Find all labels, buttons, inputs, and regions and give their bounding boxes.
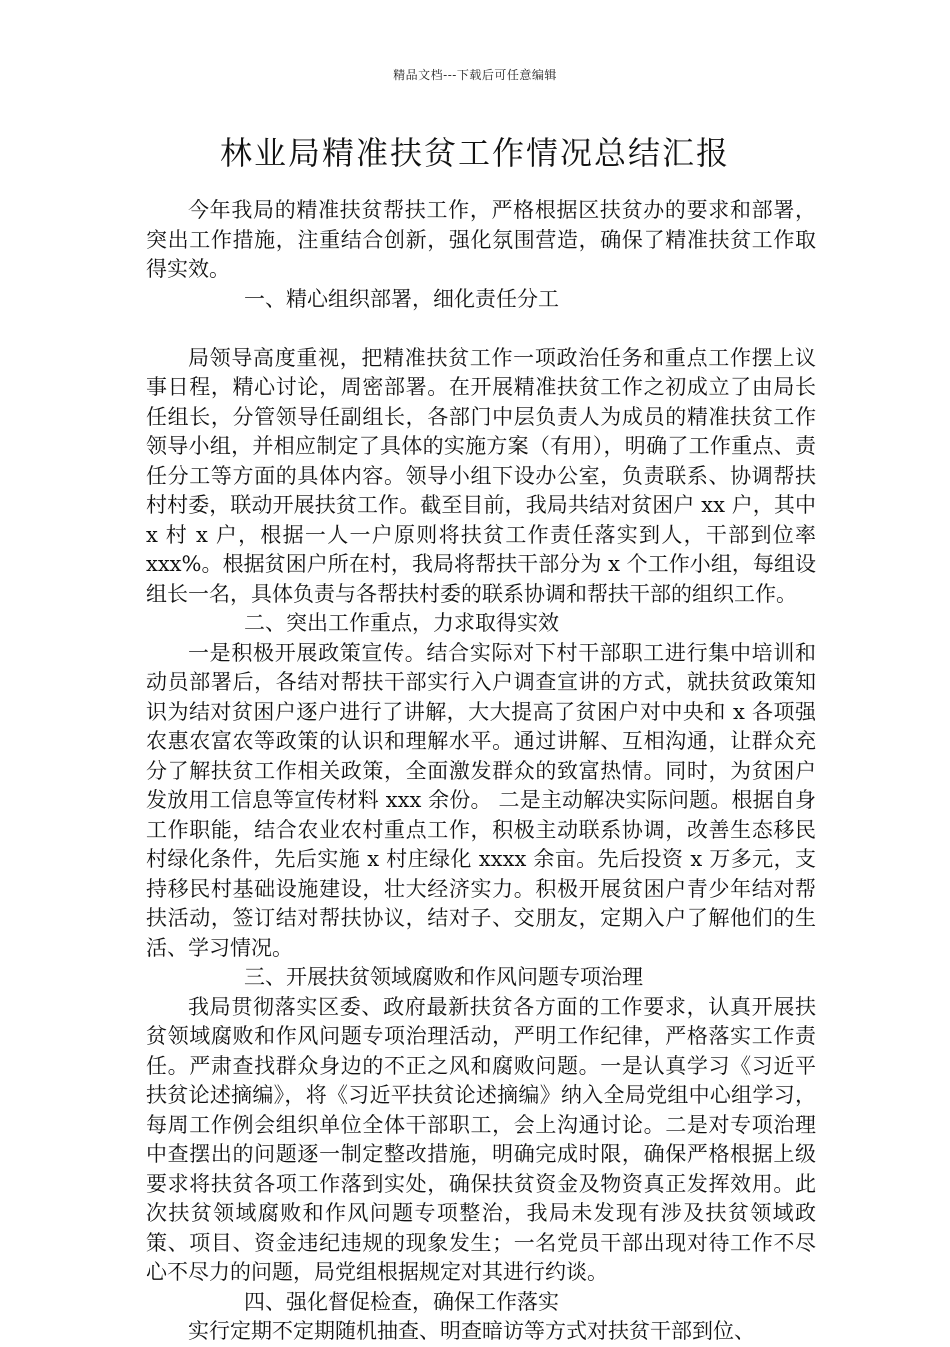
header-note: 精品文档---下载后可任意编辑 bbox=[393, 68, 557, 82]
document-body bbox=[146, 196, 816, 1347]
intro-paragraph: 今年我局的精准扶贫帮扶工作，严格根据区扶贫办的要求和部署，突出工作措施，注重结合创新，强化氛围营造，确保了精准扶贫工作取得实效。 bbox=[146, 198, 816, 281]
section-1-paragraph: 局领导高度重视，把精准扶贫工作一项政治任务和重点工作摆上议事日程，精心讨论，周密部署。在开展精准扶贫工作之初成立了由局长任组长，分管领导任副组长，各部门中层负责人为成员的精准扶贫工作领导小组，并相应制定了具体的实施方案（有用），明确了工作重点、责任分工等方面的具体内容。领导小组下设办公室，负责联系、协调帮扶村村委，联动开展扶贫工作。截至目前，我局共结对贫困户 xx 户，其中 x 村 x 户，根据一人一户原则将扶贫工作责任落实到人，干部到位率 xxx%。根据贫困户所在村，我局将帮扶干部分为 x 个工作小组，每组设组长一名，具体负责与各帮扶村委的联系协调和帮扶干部的组织工作。 bbox=[146, 345, 816, 606]
section-heading-2: 二、突出工作重点，力求取得实效 bbox=[244, 611, 559, 635]
section-heading-3: 三、开展扶贫领域腐败和作风问题专项治理 bbox=[244, 965, 643, 989]
section-4-paragraph: 实行定期不定期随机抽查、明查暗访等方式对扶贫干部到位、 bbox=[188, 1319, 755, 1343]
section-3-paragraph: 我局贯彻落实区委、政府最新扶贫各方面的工作要求，认真开展扶贫领域腐败和作风问题专项治理活动，严明工作纪律，严格落实工作责任。严肃查找群众身边的不正之风和腐败问题。一是认真学习《习近平扶贫论述摘编》，将《习近平扶贫论述摘编》纳入全局党组中心组学习，每周工作例会组织单位全体干部职工，会上沟通讨论。二是对专项治理中查摆出的问题逐一制定整改措施，明确完成时限，确保严格根据上级要求将扶贫各项工作落到实处，确保扶贫资金及物资真正发挥效用。此次扶贫领域腐败和作风问题专项整治，我局未发现有涉及扶贫领域政策、项目、资金违纪违规的现象发生；一名党员干部出现对待工作不尽心不尽力的问题，局党组根据规定对其进行约谈。 bbox=[146, 994, 816, 1284]
section-2-paragraph: 一是积极开展政策宣传。结合实际对下村干部职工进行集中培训和动员部署后，各结对帮扶干部实行入户调查宣讲的方式，就扶贫政策知识为结对贫困户逐户进行了讲解，大大提高了贫困户对中央和 x 各项强农惠农富农等政策的认识和理解水平。通过讲解、互相沟通，让群众充分了解扶贫工作相关政策，全面激发群众的致富热情。同时，为贫困户发放用工信息等宣传材料 xxx 余份。 二是主动解决实际问题。根据自身工作职能，结合农业农村重点工作，积极主动联系协调，改善生态移民村绿化条件，先后实施 x 村庄绿化 xxxx 余亩。先后投资 x 万多元，支持移民村基础设施建设，壮大经济实力。积极开展贫困户青少年结对帮扶活动，签订结对帮扶协议，结对子、交朋友，定期入户了解他们的生活、学习情况。 bbox=[146, 640, 816, 960]
document-title: 林业局精准扶贫工作情况总结汇报 bbox=[219, 134, 730, 172]
blank-line bbox=[146, 314, 816, 344]
section-heading-4: 四、强化督促检查，确保工作落实 bbox=[244, 1289, 559, 1314]
section-heading-1: 一、精心组织部署，细化责任分工 bbox=[244, 286, 559, 311]
